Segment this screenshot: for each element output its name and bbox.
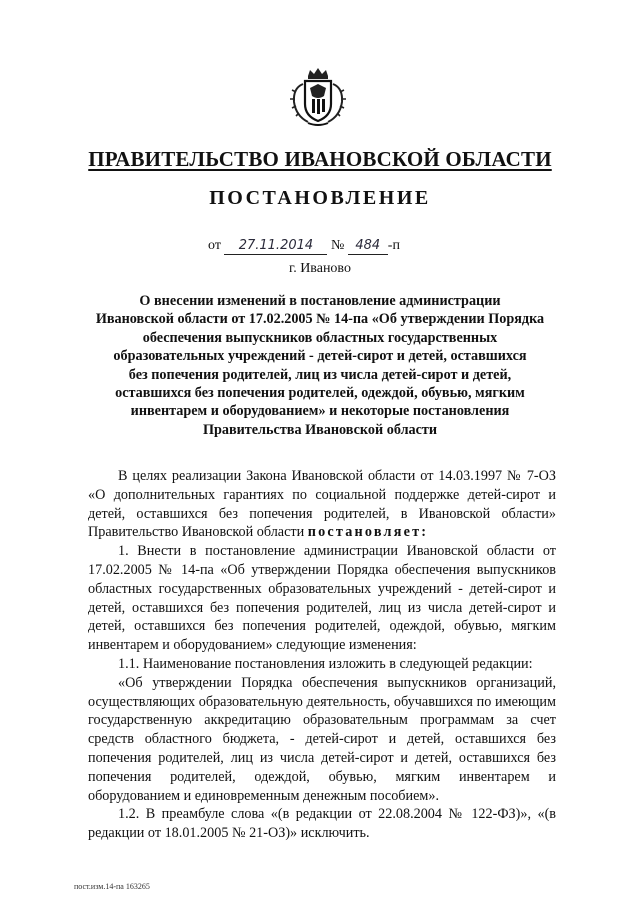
city-label: г. Иваново: [289, 261, 351, 276]
heading-line: образовательных учреждений - детей-сирот и детей, оставшихся: [113, 348, 527, 365]
resolves-keyword: постановляет:: [307, 524, 429, 541]
preamble-text: В целях реализации Закона Ивановской области от 14.03.1997 № 7-ОЗ «О дополнительных гарантиях по социальной поддержке детей-сирот и детей, оставшихся без попечения родителей, в Ивановской области» Правительство Ивановской области: [88, 468, 556, 541]
date-value: 27.11.2014: [224, 238, 327, 255]
footer-code: пост.изм.14-па 163265: [74, 882, 150, 891]
document-type-title: ПОСТАНОВЛЕНИЕ: [209, 187, 431, 209]
paragraph-item-1-1: 1.1. Наименование постановления изложить в следующей редакции:: [118, 655, 533, 672]
coat-of-arms-icon: [288, 66, 348, 128]
heading-line: Правительства Ивановской области: [202, 421, 438, 438]
government-name: ПРАВИТЕЛЬСТВО ИВАНОВСКОЙ ОБЛАСТИ: [88, 147, 552, 171]
heading-line: Ивановской области от 17.02.2005 № 14-па «Об утверждении Порядка: [95, 311, 545, 328]
paragraph-preamble: [88, 467, 556, 542]
heading-line: оставшихся без попечения родителей, одеждой, обувью, мягким: [115, 385, 525, 402]
heading-line: обеспечения выпускников областных государственных: [142, 329, 498, 346]
heading-line: без попечения родителей, лиц из числа детей-сирот и детей,: [128, 366, 512, 383]
number-prefix: №: [330, 238, 345, 253]
paragraph-item-1: 1. Внести в постановление администрации Ивановской области от 17.02.2005 № 14-па «Об утверждении Порядка обеспечения выпускников областных государственных образовательных учреждений - детей-сирот и детей, оставшихся без попечения родителей, лиц из числа детей-сирот и детей, оставшихся без попечения родителей, одеждой, обувью, мягким инвентарем и оборудованием» следующие изменения:: [88, 543, 556, 654]
number-suffix: -п: [387, 238, 400, 253]
document-body: [88, 467, 556, 843]
document-heading: [70, 292, 570, 439]
date-prefix: от: [208, 238, 221, 253]
number-value: 484: [348, 238, 388, 255]
date-number-line: [208, 238, 400, 258]
paragraph-quote: «Об утверждении Порядка обеспечения выпускников организаций, осуществляющих образовательную деятельность, обучавшихся по имеющим государственную аккредитацию образовательным программам за счет средств областного бюджета, - детей-сирот и детей, оставшихся без попечения родителей, лиц из числа детей-сирот и детей, оставшихся без попечения родителей, одеждой, обувью, мягким инвентарем и оборудованием и единовременным денежным пособием».: [88, 674, 556, 804]
heading-line: О внесении изменений в постановление администрации: [139, 293, 501, 309]
heading-line: инвентарем и оборудованием» и некоторые постановления: [130, 403, 510, 420]
paragraph-item-1-2: 1.2. В преамбуле слова «(в редакции от 22.08.2004 № 122-ФЗ)», «(в редакции от 18.01.2005 № 21-ОЗ)» исключить.: [88, 806, 556, 842]
